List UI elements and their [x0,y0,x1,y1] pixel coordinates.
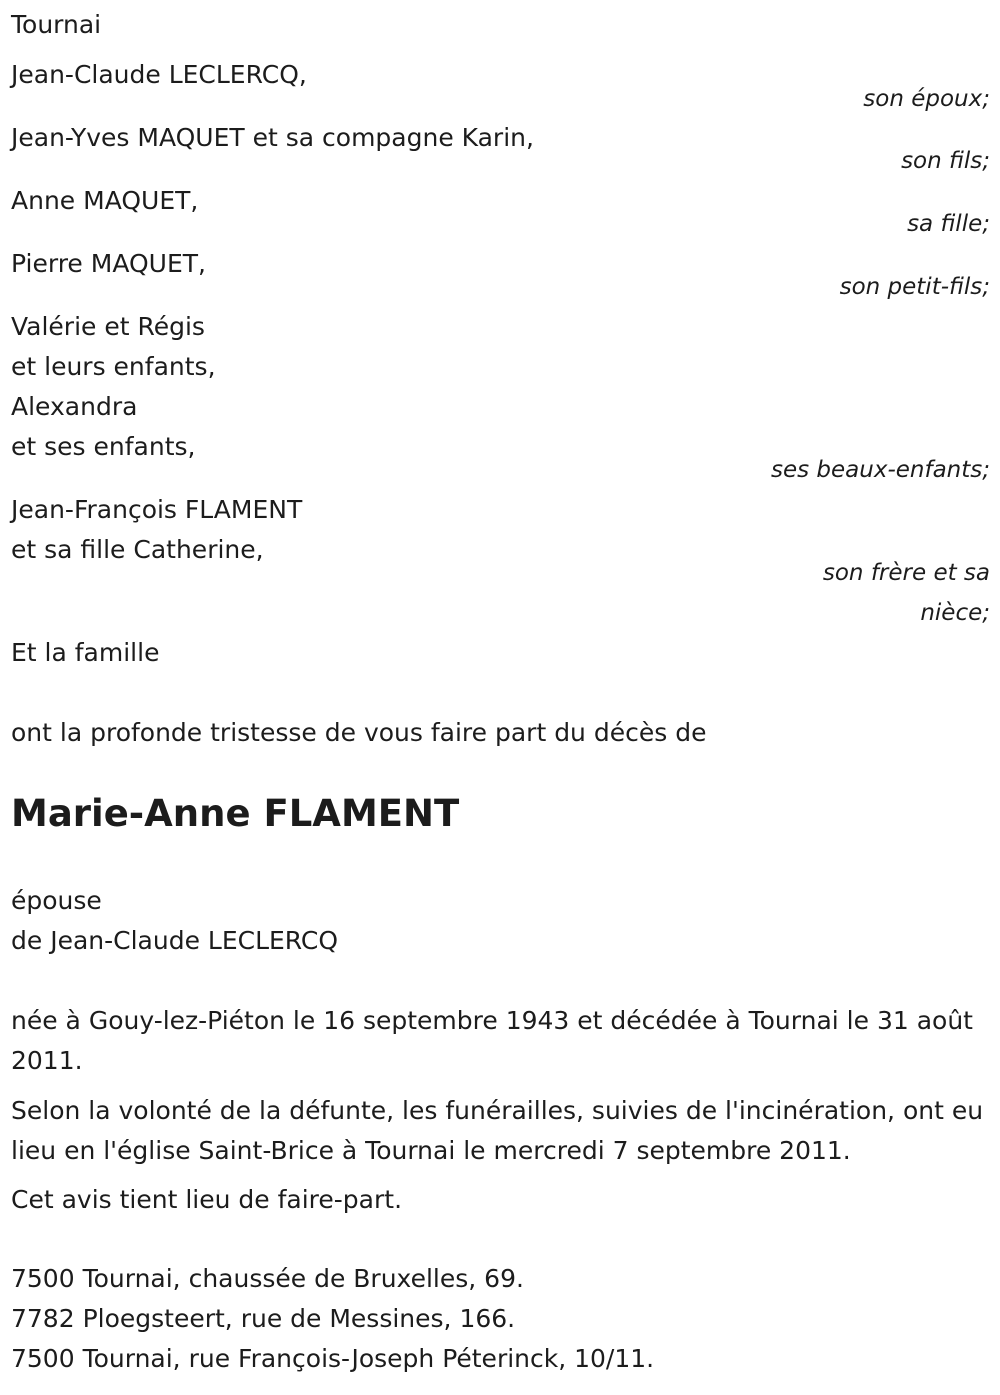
family-member-relation: son époux; [863,86,990,112]
address-line: 7500 Tournai, rue François-Joseph Péterinck, 10/11. [11,1344,655,1373]
deceased-name: Marie-Anne FLAMENT [11,792,460,835]
family-member-relation: nièce; [920,600,990,626]
family-member-name: Valérie et Régis [11,312,205,341]
family-member-name: et leurs enfants, [11,352,216,381]
funeral-text: Selon la volonté de la défunte, les funérailles, suivies de l'incinération, ont eu lieu en l'église Saint-Brice à Tournai le mercredi 7 septembre 2011. [11,1096,984,1165]
family-member-name: Anne MAQUET, [11,186,199,215]
family-member-relation: son petit-fils; [839,274,990,300]
family-member-relation: sa fille; [907,211,990,237]
city-heading: Tournai [11,10,102,39]
family-member-name: Jean-Claude LECLERCQ, [11,60,307,89]
family-member-relation: ses beaux-enfants; [770,457,990,483]
family-member-name: Alexandra [11,392,138,421]
family-member-relation: son fils; [901,148,990,174]
family-member-name: et ses enfants, [11,432,196,461]
family-member-relation: son frère et sa [822,560,990,586]
address-line: 7500 Tournai, chaussée de Bruxelles, 69. [11,1264,524,1293]
extended-family-line: Et la famille [11,638,160,667]
birth-death-text: née à Gouy-lez-Piéton le 16 septembre 1943 et décédée à Tournai le 31 août 2011. [11,1006,973,1075]
family-member-name: et sa fille Catherine, [11,535,264,564]
family-member-name: Jean-Yves MAQUET et sa compagne Karin, [11,123,534,152]
family-member-name: Pierre MAQUET, [11,249,206,278]
family-member-name: Jean-François FLAMENT [11,495,303,524]
address-line: 7782 Ploegsteert, rue de Messines, 166. [11,1304,516,1333]
announcement-text: ont la profonde tristesse de vous faire part du décès de [11,718,707,747]
spouse-line: de Jean-Claude LECLERCQ [11,926,339,955]
notice-text: Cet avis tient lieu de faire-part. [11,1185,403,1214]
spouse-line: épouse [11,886,102,915]
